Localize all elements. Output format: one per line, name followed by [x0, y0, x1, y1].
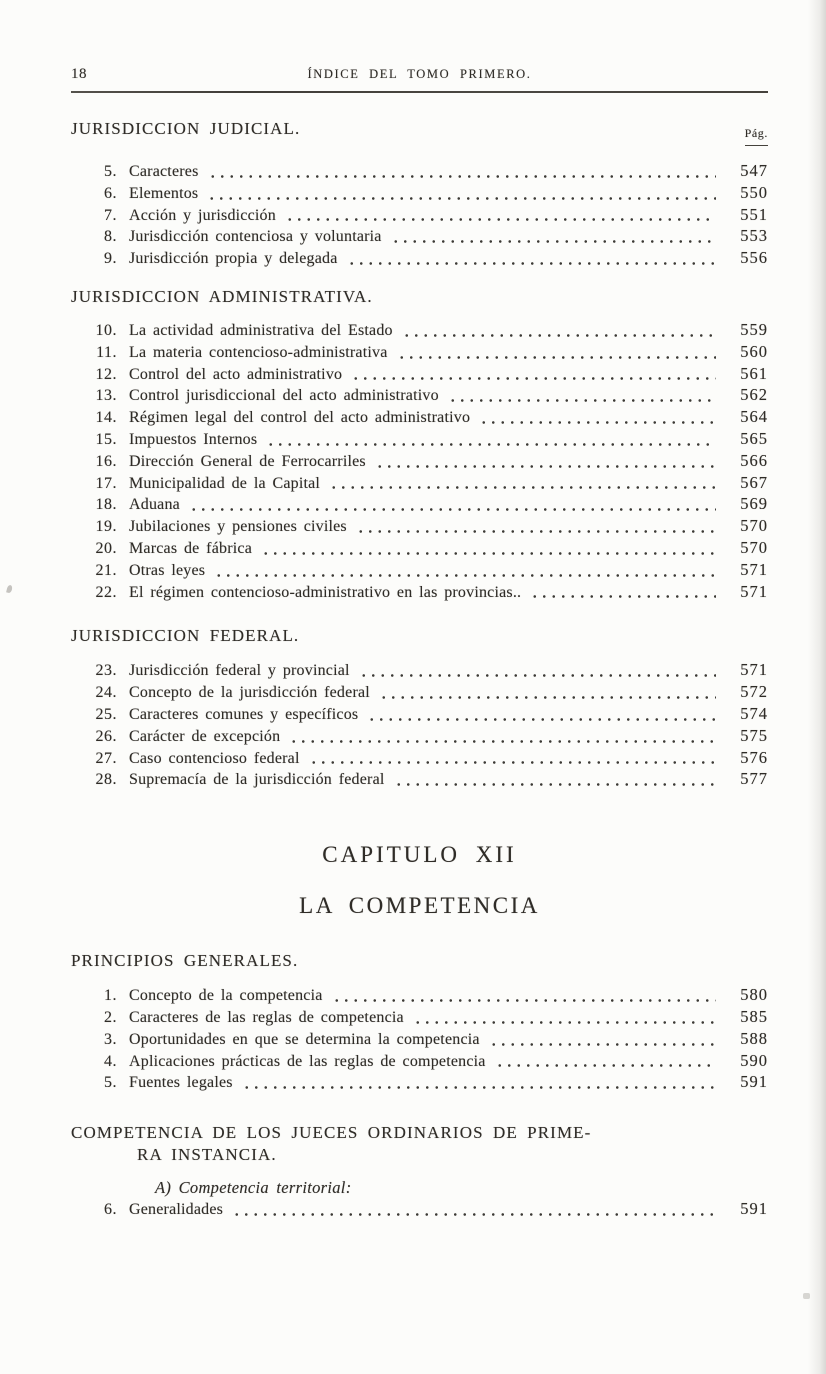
entry-number: 11.	[96, 343, 117, 361]
entry-title: Caracteres de las reglas de competencia	[129, 1008, 404, 1026]
entry-page-number: 571	[740, 559, 768, 579]
section-heading-judicial	[71, 118, 768, 143]
toc-entry	[71, 1051, 768, 1073]
section-heading-jueces	[71, 1122, 768, 1165]
entry-title: Caracteres	[129, 163, 199, 180]
section-heading-text: JURISDICCION ADMINISTRATIVA.	[71, 286, 373, 306]
section-heading-principios	[71, 950, 768, 972]
toc-entry	[71, 516, 768, 538]
entry-number: 6.	[104, 184, 117, 202]
entry-page-number: 564	[740, 407, 768, 427]
page-number: 18	[71, 66, 87, 82]
toc-section-federal	[71, 660, 768, 791]
toc-entry	[71, 183, 768, 205]
toc-section-jueces	[71, 1199, 768, 1221]
entry-number: 24.	[95, 684, 117, 702]
entry-page-number: 570	[740, 516, 768, 536]
dot-leader	[489, 1042, 716, 1047]
dot-leader	[351, 376, 716, 381]
entry-title: Aduana	[129, 496, 180, 514]
entry-title: Dirección General de Ferrocarriles	[129, 452, 366, 470]
toc-entry	[71, 1072, 768, 1094]
entry-number: 21.	[95, 561, 117, 579]
toc-entry	[71, 451, 768, 473]
entry-title: Jurisdicción propia y delegada	[129, 250, 338, 268]
entry-title: Marcas de fábrica	[129, 539, 252, 557]
entry-title: Elementos	[129, 184, 199, 202]
entry-title: Oportunidades en que se determina la competencia	[129, 1030, 480, 1048]
toc-entry	[71, 429, 768, 451]
section-heading-text: JURISDICCION JUDICIAL.	[71, 119, 301, 138]
entry-title: Régimen legal del control del acto administrativo	[129, 409, 471, 427]
entry-page-number: 569	[740, 494, 768, 514]
entry-title: Control del acto administrativo	[129, 365, 343, 383]
toc-entry	[71, 985, 768, 1007]
dot-leader	[495, 1063, 716, 1068]
entry-page-number: 565	[740, 428, 768, 448]
dot-leader	[309, 760, 716, 765]
entry-number: 3.	[104, 1030, 117, 1048]
running-title: ÍNDICE DEL TOMO PRIMERO.	[307, 67, 532, 81]
entry-page-number: 553	[740, 226, 768, 246]
entry-page-number: 547	[740, 161, 768, 180]
entry-number: 26.	[95, 727, 117, 745]
dot-leader	[379, 695, 716, 700]
entry-title: Carácter de excepción	[129, 727, 281, 745]
entry-number: 18.	[95, 496, 117, 514]
entry-page-number: 551	[740, 204, 768, 224]
dot-leader	[448, 398, 716, 403]
entry-number: 25.	[95, 705, 117, 723]
entry-number: 22.	[95, 583, 117, 601]
entry-number: 12.	[95, 365, 117, 383]
chapter-number: CAPITULO XII	[322, 842, 517, 868]
entry-title: Jubilaciones y pensiones civiles	[129, 518, 347, 536]
toc-entry	[71, 704, 768, 726]
entry-title: Municipalidad de la Capital	[129, 474, 321, 492]
toc-entry	[71, 748, 768, 770]
entry-title: Supremacía de la jurisdicción federal	[129, 771, 385, 789]
entry-title: Concepto de la jurisdicción federal	[129, 684, 370, 702]
dot-leader	[285, 217, 716, 222]
entry-number: 1.	[104, 987, 117, 1005]
toc-entry	[71, 342, 768, 364]
subsection-label-territorial: A) Competencia territorial:	[155, 1178, 352, 1198]
entry-number: 15.	[95, 430, 117, 448]
dot-leader	[394, 782, 716, 787]
entry-page-number: 585	[740, 1006, 768, 1026]
section-heading-text: JURISDICCION FEDERAL.	[71, 626, 300, 646]
toc-entry	[71, 385, 768, 407]
entry-page-number: 575	[740, 725, 768, 745]
entry-title: El régimen contencioso-administrativo en las provincias..	[129, 583, 522, 601]
entry-title: Jurisdicción contenciosa y voluntaria	[129, 228, 382, 246]
toc-entry	[71, 226, 768, 248]
entry-number: 9.	[104, 250, 117, 268]
entry-title: Concepto de la competencia	[129, 987, 323, 1005]
entry-number: 23.	[95, 662, 117, 680]
scan-speck	[803, 1293, 810, 1299]
entry-number: 20.	[95, 539, 117, 557]
entry-page-number: 561	[740, 363, 768, 383]
toc-entry	[71, 660, 768, 682]
running-header	[71, 66, 768, 84]
entry-page-number: 570	[740, 537, 768, 557]
entry-title: Impuestos Internos	[129, 430, 258, 448]
entry-page-number: 591	[740, 1072, 768, 1092]
entry-number: 19.	[95, 518, 117, 536]
toc-entry	[71, 473, 768, 495]
toc-entry	[71, 407, 768, 429]
entry-page-number: 571	[740, 581, 768, 601]
dot-leader	[375, 464, 716, 469]
pag-column-label: Pág.	[745, 122, 768, 146]
dot-leader	[289, 739, 716, 744]
toc-section-judicial	[71, 161, 768, 270]
entry-number: 5.	[104, 163, 117, 180]
entry-number: 5.	[104, 1074, 117, 1092]
entry-number: 7.	[104, 206, 117, 224]
entry-number: 16.	[95, 452, 117, 470]
dot-leader	[214, 573, 716, 578]
toc-entry	[71, 582, 768, 604]
dot-leader	[207, 196, 716, 201]
toc-entry	[71, 682, 768, 704]
entry-page-number: 556	[740, 248, 768, 268]
entry-page-number: 574	[740, 703, 768, 723]
toc-entry	[71, 726, 768, 748]
dot-leader	[189, 507, 716, 512]
dot-leader	[356, 529, 716, 534]
entry-number: 2.	[104, 1008, 117, 1026]
dot-leader	[402, 333, 716, 338]
section-heading-federal	[71, 625, 768, 647]
chapter-title: LA COMPETENCIA	[299, 893, 540, 919]
entry-page-number: 559	[740, 319, 768, 339]
entry-number: 28.	[95, 771, 117, 789]
dot-leader	[391, 239, 716, 244]
dot-leader	[232, 1212, 716, 1217]
entry-title: Otras leyes	[129, 561, 206, 579]
toc-section-administrativa	[71, 320, 768, 603]
entry-title: Caracteres comunes y específicos	[129, 705, 359, 723]
entry-title: Jurisdicción federal y provincial	[129, 662, 350, 680]
entry-title: Acción y jurisdicción	[129, 206, 276, 224]
dot-leader	[208, 174, 716, 179]
entry-page-number: 590	[740, 1050, 768, 1070]
entry-page-number: 576	[740, 747, 768, 767]
entry-page-number: 566	[740, 450, 768, 470]
entry-number: 14.	[95, 409, 117, 427]
entry-page-number: 571	[740, 660, 768, 680]
toc-entry	[71, 1199, 768, 1221]
dot-leader	[261, 551, 716, 556]
toc-entry	[71, 205, 768, 227]
entry-number: 4.	[104, 1052, 117, 1070]
entry-page-number: 572	[740, 682, 768, 702]
entry-number: 17.	[95, 474, 117, 492]
entry-page-number: 560	[740, 341, 768, 361]
entry-title: Aplicaciones prácticas de las reglas de competencia	[129, 1052, 486, 1070]
entry-title: Generalidades	[129, 1201, 224, 1219]
dot-leader	[367, 717, 716, 722]
dot-leader	[329, 485, 716, 490]
entry-number: 10.	[95, 321, 117, 339]
chapter-block	[71, 842, 768, 919]
dot-leader	[359, 673, 716, 678]
entry-number: 8.	[104, 228, 117, 246]
toc-entry	[71, 161, 768, 183]
toc-entry	[71, 769, 768, 791]
header-rule	[71, 91, 768, 93]
dot-leader	[242, 1085, 716, 1090]
dot-leader	[347, 261, 716, 266]
toc-entry	[71, 538, 768, 560]
toc-entry	[71, 1029, 768, 1051]
toc-section-principios	[71, 985, 768, 1094]
dot-leader	[413, 1020, 716, 1025]
dot-leader	[397, 355, 716, 360]
section-heading-text: PRINCIPIOS GENERALES.	[71, 951, 299, 971]
scan-speck	[6, 585, 13, 594]
entry-number: 27.	[95, 749, 117, 767]
dot-leader	[530, 594, 716, 599]
toc-entry	[71, 364, 768, 386]
entry-page-number: 577	[740, 769, 768, 789]
dot-leader	[479, 420, 716, 425]
section-heading-administrativa	[71, 286, 768, 308]
section-heading-line1: COMPETENCIA DE LOS JUECES ORDINARIOS DE PRIME-	[71, 1123, 592, 1143]
entry-page-number: 550	[740, 182, 768, 202]
toc-entry	[71, 1007, 768, 1029]
dot-leader	[266, 442, 716, 447]
entry-title: Control jurisdiccional del acto administrativo	[129, 387, 439, 405]
entry-page-number: 591	[740, 1199, 768, 1219]
entry-page-number: 567	[740, 472, 768, 492]
toc-entry	[71, 248, 768, 270]
entry-title: Caso contencioso federal	[129, 749, 300, 767]
toc-entry	[71, 560, 768, 582]
dot-leader	[332, 998, 716, 1003]
toc-entry	[71, 494, 768, 516]
scan-edge-shadow	[808, 0, 826, 1374]
entry-page-number: 580	[740, 985, 768, 1005]
entry-page-number: 562	[740, 385, 768, 405]
entry-number: 6.	[104, 1201, 117, 1219]
entry-title: La materia contencioso-administrativa	[129, 343, 388, 361]
entry-title: La actividad administrativa del Estado	[129, 321, 393, 339]
section-heading-line2: RA INSTANCIA.	[137, 1144, 277, 1164]
entry-page-number: 588	[740, 1028, 768, 1048]
toc-entry	[71, 320, 768, 342]
entry-title: Fuentes legales	[129, 1074, 233, 1092]
entry-number: 13.	[95, 387, 117, 405]
